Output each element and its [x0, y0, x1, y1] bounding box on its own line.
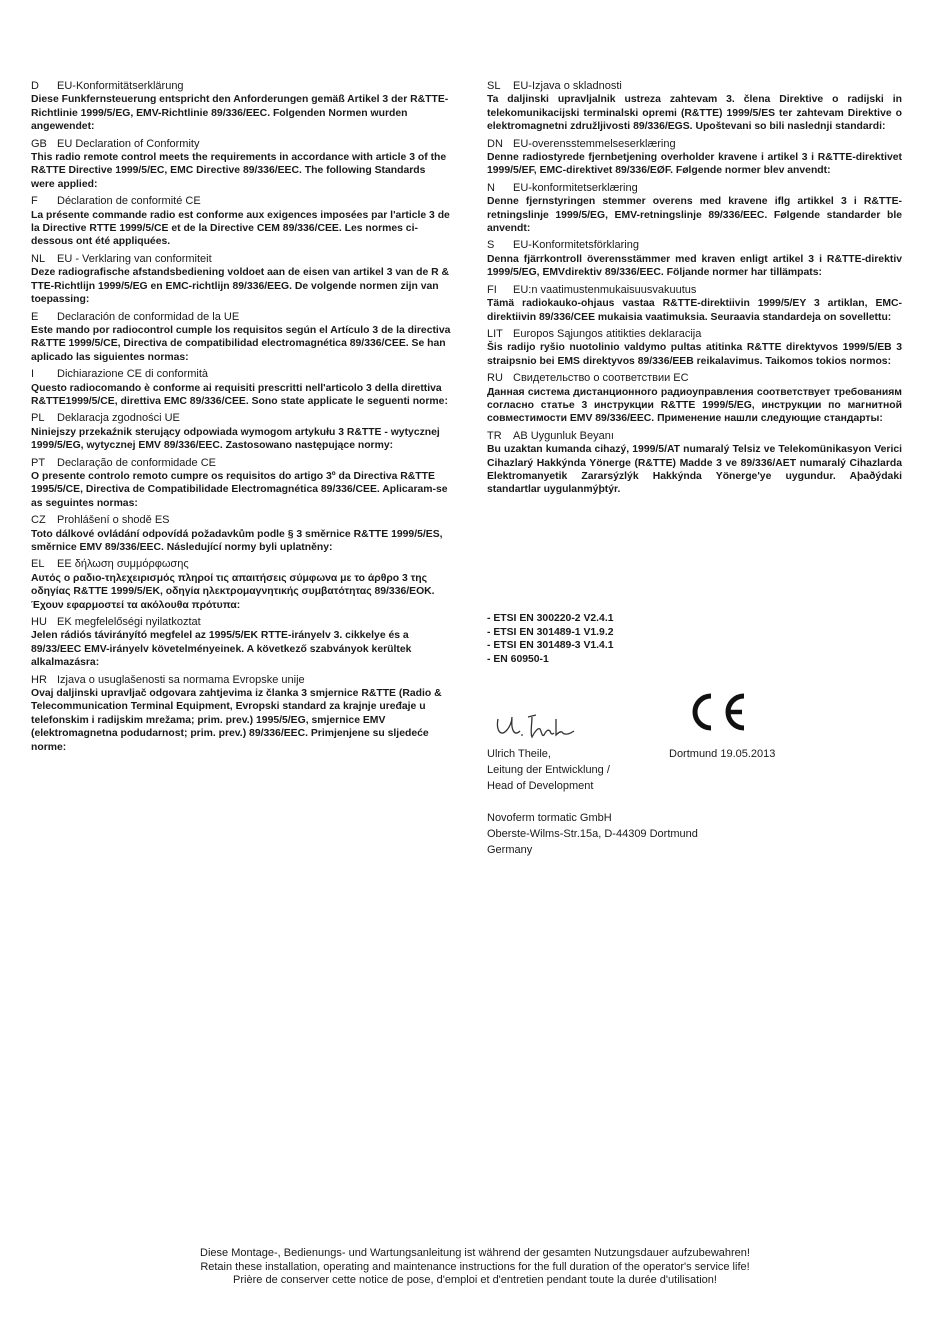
section-body: Ta daljinski upravljalnik ustreza zahtevam 3. člena Direktive o radijski in telekomunikacijski terminalski opremi (R&TTE) 1999/5/ES ter zahtevam Direktive o elektromagnetni združljivosti 89/336/EGS. Upoštevani so bili naslednji standardi:: [487, 94, 902, 133]
section-title: [487, 328, 902, 341]
language-code: RU: [487, 372, 503, 385]
section-title: [31, 674, 451, 687]
section-body: This radio remote control meets the requirements in accordance with article 3 of the R&TTE Directive 1999/5/EC, EMC Directive 89/336/EEC. The following Standards were applied:: [31, 152, 447, 190]
footer-line-fr: Prière de conserver cette notice de pose, d'emploi et d'entretien pendant toute la durée d'utilisation!: [233, 1274, 717, 1287]
section-title: [487, 372, 902, 385]
section-body: Questo radiocomando è conforme ai requisiti prescritti nell'articolo 3 della direttiva R&TTE1999/5/CE, direttiva EMC 89/336/CEE. Sono state applicate le seguenti norme:: [31, 382, 448, 407]
language-code: HU: [31, 616, 47, 629]
section-body: Šis radijo ryšio nuotolinio valdymo pultas atitinka R&TTE direktyvos 1999/5/EB 3 straipsnio bei EMS direktyvos 89/336/EEB reikalavimus. Taikomos tokios normos:: [487, 342, 902, 367]
signer-name: Ulrich Theile,: [487, 748, 551, 760]
section-body: Αυτός ο ραδιο-τηλεχειρισμός πληροί τις απαιτήσεις σύμφωνα με το άρθρο 3 της οδηγίας R&TTE 1999/5/ΕΚ, οδηγία ηλεκτρομαγνητικής συμβατότητας 89/336/ΕΟΚ. Έχουν εφαρμοστεί τα ακόλουθα πρότυπα:: [31, 572, 435, 611]
signature-image: [490, 707, 580, 743]
language-code: EL: [31, 558, 45, 571]
section-body: O presente controlo remoto cumpre os requisitos do artigo 3º da Directiva R&TTE 1995/5/CE, Directiva de Compatibilidade Electromagnética 89/336/CEE. Aplicaram-se as seguintes normas:: [31, 470, 448, 509]
section-heading: EU-konformitetserklæring: [513, 181, 638, 194]
language-code: LIT: [487, 327, 503, 340]
footer-line-de: Diese Montage-, Bedienungs- und Wartungsanleitung ist während der gesamten Nutzungsdauer aufzubewahren!: [200, 1247, 750, 1259]
section-title: [487, 80, 902, 93]
language-code: NL: [31, 252, 46, 265]
place-and-date: Dortmund 19.05.2013: [669, 748, 776, 760]
section-body: Este mando por radiocontrol cumple los requisitos según el Artículo 3 de la directiva R&TTE 1999/5/CE, Directiva de compatibilidad electromagnética 89/336/CEE. Se han aplicado las siguientes normas:: [31, 324, 451, 363]
section-nl: [31, 253, 451, 307]
section-heading: Declaración de conformidad de la UE: [57, 310, 240, 323]
section-heading: EU-Konformitätserklärung: [57, 80, 184, 92]
section-body: Niniejszy przekaźnik sterujący odpowiada wymogom artykułu 3 R&TTE - wytycznej 1999/5/EG, wytycznej EMV 89/336/EEC. Zastosowano następujące normy:: [31, 426, 440, 452]
section-title: [31, 616, 451, 629]
section-title: [31, 195, 451, 208]
section-heading: Свидетельство о соответствии ЕС: [513, 372, 689, 385]
signer-role-en: Head of Development: [487, 780, 594, 792]
section-pt: [31, 457, 451, 511]
section-title: [487, 239, 902, 252]
section-body: Данная система дистанционного радиоуправления соответствует требованиям согласно статье 3 инструкции R&TTE 1999/5/EG, инструкции по магнитной совместимости EMV 89/336/EEC. Применение нашли следующие стандарты:: [487, 386, 902, 425]
section-body: Jelen rádiós távirányító megfelel az 1995/5/EK RTTE-irányelv 3. cikkelye és a 89/33/EEC EMV-irányelv követelményeinek. A következő szabványok kerültek alkalmazásra:: [31, 630, 412, 669]
section-fi: [487, 284, 902, 324]
section-title: [31, 80, 451, 93]
language-code: CZ: [31, 514, 46, 527]
section-hu: [31, 616, 451, 670]
section-ru: [487, 372, 902, 426]
section-title: [31, 558, 451, 571]
footer-line-en: Retain these installation, operating and maintenance instructions for the full duration of the operator's service life!: [200, 1260, 750, 1273]
language-code: HR: [31, 673, 47, 686]
section-body: Deze radiografische afstandsbediening voldoet aan de eisen van artikel 3 van de R & TTE-Richtlijn 1999/5/EG en EMC-richtlijn 89/336/EEG. De volgende normen zijn van toepassing:: [31, 267, 450, 306]
section-body: La présente commande radio est conforme aux exigences imposées par l'article 3 de la Directive RTTE 1999/5/CE et de la Directive CEM 89/336/CEE. Les normes ci-dessous ont été appliquées.: [31, 209, 450, 248]
section-title: [487, 284, 902, 297]
section-pl: [31, 412, 451, 452]
section-heading: EU Declaration of Conformity: [57, 137, 200, 150]
section-gb: [31, 138, 451, 192]
section-heading: Deklaracja zgodności UE: [57, 412, 180, 425]
section-heading: ΕΕ δήλωση συμμόρφωσης: [57, 558, 189, 571]
language-code: N: [487, 181, 495, 194]
ce-mark-logo: [684, 690, 748, 734]
section-title: [31, 138, 451, 151]
section-body: Denne fjernstyringen stemmer overens med kravene iflg artikkel 3 i R&TTE-retningslinje 1999/5/EG, EMV-retningslinje 89/336/EEC. Følgende standarder ble anvendt:: [487, 196, 902, 235]
section-dn: [487, 138, 902, 178]
right-column: [487, 80, 902, 501]
standard-item: - ETSI EN 301489-3 V1.4.1: [487, 640, 614, 652]
section-sl: [487, 80, 902, 134]
language-code: DN: [487, 137, 503, 150]
company-address: [487, 810, 698, 858]
section-title: [487, 138, 902, 151]
section-heading: Dichiarazione CE di conformità: [57, 368, 209, 381]
section-heading: Déclaration de conformité CE: [57, 195, 201, 208]
signer-block: [487, 746, 610, 794]
section-d: [31, 80, 451, 134]
company-street: Oberste-Wilms-Str.15a, D-44309 Dortmund: [487, 828, 698, 840]
signer-role: Leitung der Entwicklung /: [487, 764, 610, 776]
section-s: [487, 239, 902, 279]
language-code: E: [31, 310, 39, 323]
section-title: [31, 368, 451, 381]
section-title: [31, 253, 451, 266]
language-code: SL: [487, 80, 501, 92]
language-code: TR: [487, 429, 502, 442]
section-heading: AB Uygunluk Beyanı: [513, 429, 614, 442]
standard-item: - ETSI EN 300220-2 V2.4.1: [487, 613, 614, 624]
language-code: GB: [31, 137, 47, 150]
section-heading: EU-Izjava o skladnosti: [513, 80, 622, 92]
section-body: Tämä radiokauko-ohjaus vastaa R&TTE-direktiivin 1999/5/EY 3 artiklan, EMC-direktiivin 89/336/CEE mukaisia vaatimuksia. Seuraavia standardeja on sovellettu:: [487, 298, 902, 323]
section-title: [31, 457, 451, 470]
section-hr: [31, 674, 451, 754]
section-cz: [31, 514, 451, 554]
company-name: Novoferm tormatic GmbH: [487, 812, 612, 824]
section-heading: EU-Konformitetsförklaring: [513, 239, 639, 252]
section-tr: [487, 430, 902, 497]
section-body: Denna fjärrkontroll överensstämmer med kraven enligt artikel 3 i R&TTE-direktiv 1999/5/EG, EMVdirektiv 89/336/EEC. Följande normer har tillämpats:: [487, 253, 902, 279]
language-code: FI: [487, 283, 497, 296]
language-code: D: [31, 80, 39, 92]
section-heading: Izjava o usuglašenosti sa normama Evropske unije: [57, 673, 305, 686]
section-title: [31, 412, 451, 425]
section-title: [487, 430, 902, 443]
section-lit: [487, 328, 902, 368]
section-title: [31, 311, 451, 324]
language-code: PL: [31, 412, 45, 425]
section-body: Diese Funkfernsteuerung entspricht den Anforderungen gemäß Artikel 3 der R&TTE-Richtlinie 1999/5/EG, EMV-Richtlinie 89/336/EEC. Folgenden Normen wurden angewendet:: [31, 94, 449, 133]
section-body: Toto dálkové ovládání odpovídá požadavkům podle § 3 směrnice R&TTE 1999/5/ES, směrnice EMV 89/336/EEC. Následující normy byli uplatněny:: [31, 528, 443, 553]
company-country: Germany: [487, 844, 533, 856]
section-i: [31, 368, 451, 408]
section-n: [487, 182, 902, 236]
section-e: [31, 311, 451, 365]
left-column: [31, 80, 451, 758]
section-heading: Declaração de conformidade CE: [57, 456, 216, 469]
language-code: F: [31, 195, 38, 208]
section-heading: Europos Sąjungos atitikties deklaracija: [513, 327, 702, 340]
standard-item: - ETSI EN 301489-1 V1.9.2: [487, 626, 614, 638]
section-title: [487, 182, 902, 195]
section-body: Denne radiostyrede fjernbetjening overholder kravene i artikel 3 i R&TTE-direktivet 1999/5/EF, EMC-direktivet 89/336/EØF. Følgende normer blev anvendt:: [487, 152, 902, 177]
language-code: S: [487, 239, 495, 252]
section-body: Bu uzaktan kumanda cihazý, 1999/5/AT numaralý Telsiz ve Telekomünikasyon Verici Cihazlarý Hakkýnda Yönerge (R&TTE) Madde 3 ve 89/336/AET numaralý Cihazlarda Elektromanyetik Zararsýzlýk Hakkýnda Yönerge'ye uygundur. Aþaðýdaki standartlar uygulanmýþtýr.: [487, 444, 902, 496]
section-heading: EK megfelelőségi nyilatkoztat: [57, 616, 201, 629]
section-heading: EU - Verklaring van conformiteit: [57, 252, 212, 265]
footer-notice: [0, 1247, 950, 1288]
section-f: [31, 195, 451, 249]
applied-standards-list: [487, 612, 614, 666]
section-heading: EU-overensstemmelseserklæring: [513, 137, 676, 150]
language-code: PT: [31, 456, 46, 469]
section-title: [31, 514, 451, 527]
section-heading: EU:n vaatimustenmukaisuusvakuutus: [513, 283, 697, 296]
section-heading: Prohlášení o shodě ES: [57, 514, 170, 527]
language-code: I: [31, 368, 35, 381]
section-body: Ovaj daljinski upravljač odgovara zahtjevima iz članka 3 smjernice R&TTE (Radio & Telecommunication Terminal Equipment, Evropski standard za krajnje uređaje u telefonskim i radijskim mrežama; prim. prev.) 1995/5/EG, smjernice EMV (elektromagnetna podudarnost; prim. prev.) 89/336/EEC. Primjenjene su sljedeće norme:: [31, 688, 442, 753]
standard-item: - EN 60950-1: [487, 653, 549, 665]
section-el: [31, 558, 451, 612]
